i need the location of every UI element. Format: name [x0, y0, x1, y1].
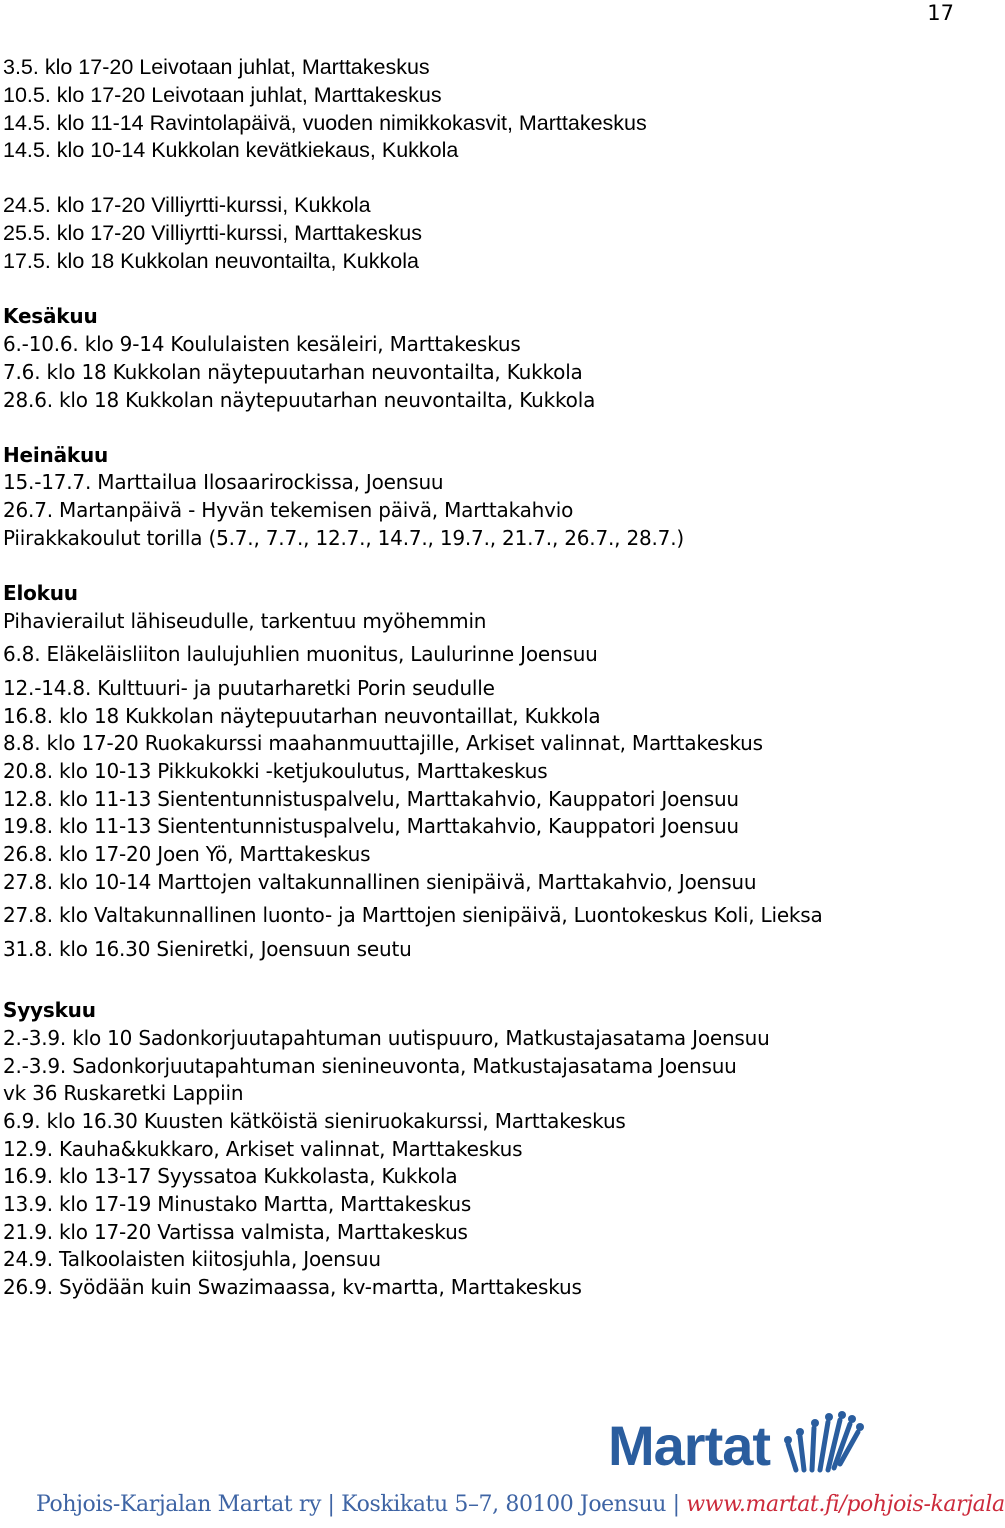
month-heading: Elokuu: [3, 581, 78, 605]
event-line: 26.7. Martanpäivä - Hyvän tekemisen päivä, Marttakahvio: [3, 498, 574, 522]
month-heading: Heinäkuu: [3, 443, 109, 467]
footer-url[interactable]: www.martat.fi/pohjois-karjala: [686, 1492, 1005, 1517]
event-line: 14.5. klo 11-14 Ravintolapäivä, vuoden nimikkokasvit, Marttakeskus: [3, 111, 647, 135]
event-line: 12.-14.8. Kulttuuri- ja puutarharetki Porin seudulle: [3, 676, 495, 700]
event-line: 3.5. klo 17-20 Leivotaan juhlat, Marttakeskus: [3, 55, 430, 79]
event-line: 20.8. klo 10-13 Pikkukokki -ketjukoulutus, Marttakeskus: [3, 759, 548, 783]
event-line: 8.8. klo 17-20 Ruokakurssi maahanmuuttajille, Arkiset valinnat, Marttakeskus: [3, 731, 763, 755]
footer-org: Pohjois-Karjalan Martat ry | Koskikatu 5–7, 80100 Joensuu |: [36, 1492, 687, 1517]
event-line: 21.9. klo 17-20 Vartissa valmista, Marttakeskus: [3, 1220, 468, 1244]
page-number: 17: [927, 1, 954, 25]
event-line: 26.9. Syödään kuin Swazimaassa, kv-martta, Marttakeskus: [3, 1275, 582, 1299]
event-line: 13.9. klo 17-19 Minustako Martta, Marttakeskus: [3, 1192, 472, 1216]
event-line: 7.6. klo 18 Kukkolan näytepuutarhan neuvontailta, Kukkola: [3, 360, 583, 384]
event-line: 31.8. klo 16.30 Sieniretki, Joensuun seutu: [3, 937, 412, 961]
event-line: Pihavierailut lähiseudulle, tarkentuu myöhemmin: [3, 609, 487, 633]
event-line: 12.9. Kauha&kukkaro, Arkiset valinnat, Marttakeskus: [3, 1137, 523, 1161]
martat-flower-icon: [776, 1400, 866, 1480]
event-line: 6.9. klo 16.30 Kuusten kätköistä sieniruokakurssi, Marttakeskus: [3, 1109, 626, 1133]
event-line: 27.8. klo 10-14 Marttojen valtakunnallinen sienipäivä, Marttakahvio, Joensuu: [3, 870, 757, 894]
event-line: 6.8. Eläkeläisliiton laulujuhlien muonitus, Laulurinne Joensuu: [3, 642, 598, 666]
month-heading: Syyskuu: [3, 998, 96, 1022]
event-line: 15.-17.7. Marttailua Ilosaarirockissa, Joensuu: [3, 470, 444, 494]
event-line: 24.5. klo 17-20 Villiyrtti-kurssi, Kukkola: [3, 193, 371, 217]
event-line: 26.8. klo 17-20 Joen Yö, Marttakeskus: [3, 842, 371, 866]
event-line: 10.5. klo 17-20 Leivotaan juhlat, Marttakeskus: [3, 83, 442, 107]
event-line: 17.5. klo 18 Kukkolan neuvontailta, Kukkola: [3, 249, 419, 273]
month-heading: Kesäkuu: [3, 304, 98, 328]
event-line: Piirakkakoulut torilla (5.7., 7.7., 12.7., 14.7., 19.7., 21.7., 26.7., 28.7.): [3, 526, 684, 550]
event-line: 6.-10.6. klo 9-14 Koululaisten kesäleiri, Marttakeskus: [3, 332, 521, 356]
logo-text: Martat: [608, 1414, 771, 1477]
event-line: 24.9. Talkoolaisten kiitosjuhla, Joensuu: [3, 1247, 381, 1271]
event-line: 12.8. klo 11-13 Siententunnistuspalvelu, Marttakahvio, Kauppatori Joensuu: [3, 787, 739, 811]
event-line: 19.8. klo 11-13 Siententunnistuspalvelu, Marttakahvio, Kauppatori Joensuu: [3, 814, 739, 838]
event-line: 2.-3.9. klo 10 Sadonkorjuutapahtuman uutispuuro, Matkustajasatama Joensuu: [3, 1026, 770, 1050]
event-line: 2.-3.9. Sadonkorjuutapahtuman sienineuvonta, Matkustajasatama Joensuu: [3, 1054, 737, 1078]
event-line: 25.5. klo 17-20 Villiyrtti-kurssi, Marttakeskus: [3, 221, 422, 245]
event-line: 28.6. klo 18 Kukkolan näytepuutarhan neuvontailta, Kukkola: [3, 388, 596, 412]
footer: [36, 1490, 1005, 1520]
event-line: 14.5. klo 10-14 Kukkolan kevätkiekaus, Kukkola: [3, 138, 459, 162]
event-line: 16.8. klo 18 Kukkolan näytepuutarhan neuvontaillat, Kukkola: [3, 704, 601, 728]
martat-logo: [608, 1400, 868, 1480]
event-line: 16.9. klo 13-17 Syyssatoa Kukkolasta, Kukkola: [3, 1164, 458, 1188]
event-line: vk 36 Ruskaretki Lappiin: [3, 1081, 244, 1105]
event-line: 27.8. klo Valtakunnallinen luonto- ja Marttojen sienipäivä, Luontokeskus Koli, Lieksa: [3, 903, 823, 927]
